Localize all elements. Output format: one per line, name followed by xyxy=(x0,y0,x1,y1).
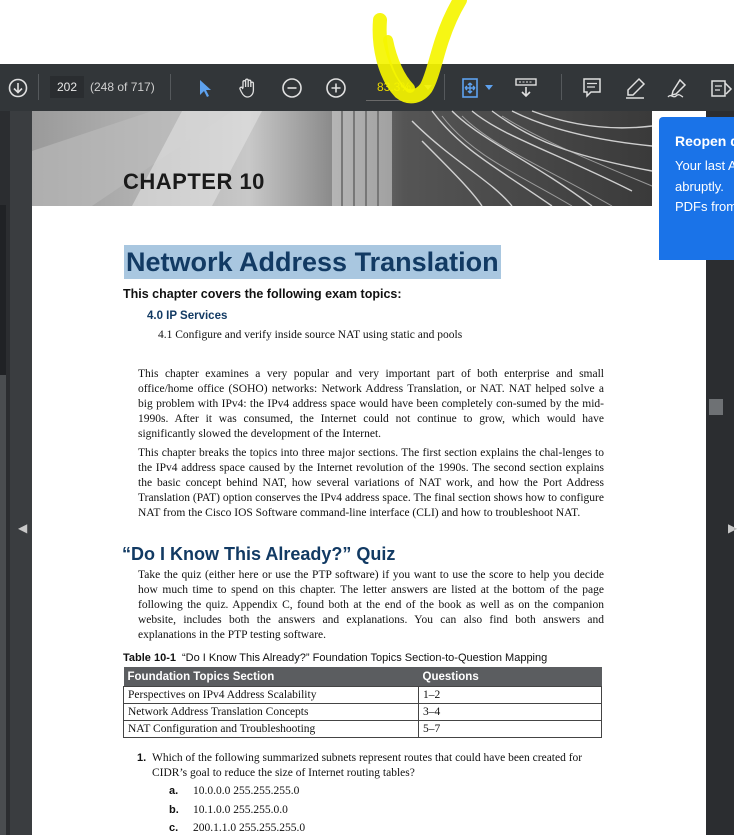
sign-icon[interactable] xyxy=(665,64,691,111)
table-header-cell: Questions xyxy=(419,667,602,687)
option-text: 10.0.0.0 255.255.255.0 xyxy=(193,785,300,797)
popup-message-line: PDFs from xyxy=(675,199,738,214)
table-cell: 1–2 xyxy=(419,687,602,704)
option-text: 10.1.0.0 255.255.0.0 xyxy=(193,804,288,816)
answer-option xyxy=(169,785,299,797)
table-caption-text: “Do I Know This Already?” Foundation Topics Section-to-Question Mapping xyxy=(182,652,548,664)
highlight-icon[interactable] xyxy=(622,64,648,111)
chapter-banner-image xyxy=(32,111,652,206)
popup-message-line: Your last A xyxy=(675,158,737,173)
table-cell: NAT Configuration and Troubleshooting xyxy=(124,721,419,738)
left-panel-edge xyxy=(0,375,6,835)
scrollbar-thumb[interactable] xyxy=(709,399,723,415)
table-row xyxy=(124,721,602,738)
zoom-out-icon[interactable] xyxy=(280,64,304,111)
comment-icon[interactable] xyxy=(580,64,604,111)
page-title: Network Address Translation xyxy=(126,247,499,277)
popup-message-line: abruptly. xyxy=(675,179,724,194)
table-cell: 3–4 xyxy=(419,704,602,721)
option-text: 200.1.1.0 255.255.255.0 xyxy=(193,822,306,834)
table-row xyxy=(124,687,602,704)
previous-page-arrow-icon[interactable]: ◀ xyxy=(18,521,28,535)
chapter-label: CHAPTER 10 xyxy=(123,169,265,194)
option-letter: c. xyxy=(169,822,179,834)
reopen-notification-popup[interactable] xyxy=(659,117,739,260)
fit-page-dropdown-icon[interactable] xyxy=(483,64,495,111)
option-letter: a. xyxy=(169,785,179,797)
toolbar-separator xyxy=(38,74,39,100)
scroll-mode-icon[interactable] xyxy=(512,64,540,111)
download-icon[interactable] xyxy=(6,64,30,111)
toolbar-separator xyxy=(561,74,562,100)
select-cursor-icon[interactable] xyxy=(194,64,216,111)
answer-option xyxy=(169,822,305,834)
topic-section-heading: 4.0 IP Services xyxy=(147,310,228,322)
popup-title: Reopen d xyxy=(675,133,739,149)
table-cell: 5–7 xyxy=(419,721,602,738)
toolbar-separator xyxy=(170,74,171,100)
table-row xyxy=(124,704,602,721)
yellow-scribble-annotation xyxy=(370,0,470,110)
left-panel-edge xyxy=(0,205,6,375)
exam-topics-heading: This chapter covers the following exam topics: xyxy=(123,287,402,301)
page-count-label: (248 of 717) xyxy=(90,80,155,94)
intro-paragraph: This chapter examines a very popular and very important part of both enterprise and small office/home office (SOHO) networks: Network Address Translation, or NAT. NAT helped solve a big problem with IPv4: the IPv4 address space would have been completely con-sumed by the mid-1990s. After it was consumed, the Internet could not continue to grow, which would have significantly slowed the development of the Internet. xyxy=(138,368,604,440)
hand-tool-icon[interactable] xyxy=(235,64,261,111)
quiz-paragraph: Take the quiz (either here or use the PTP software) if you want to use the score to help you decide how much time to spend on this chapter. The letter answers are listed at the bottom of the page following the quiz. Appendix C, found both at the end of the book as well as on the companion website, includes both the answers and explanations. You can also find both answers and explanations in the PTP testing software. xyxy=(138,569,604,641)
next-page-arrow-icon[interactable]: ▶ xyxy=(728,521,738,535)
answer-option xyxy=(169,804,288,816)
pdf-page xyxy=(32,111,706,835)
quiz-heading: “Do I Know This Already?” Quiz xyxy=(122,544,396,564)
window-top-area xyxy=(0,0,734,64)
zoom-in-icon[interactable] xyxy=(324,64,348,111)
question-text: Which of the following summarized subnets represent routes that could have been created for CIDR’s goal to reduce the size of Internet routing tables? xyxy=(152,752,583,779)
fill-sign-icon[interactable] xyxy=(708,64,734,111)
table-cell: Perspectives on IPv4 Address Scalability xyxy=(124,687,419,704)
quiz-question xyxy=(137,751,606,781)
table-header-row xyxy=(124,667,602,687)
question-number: 1. xyxy=(137,752,147,764)
quiz-mapping-table xyxy=(123,667,602,738)
zoom-level-field[interactable]: 83.3% xyxy=(366,74,422,101)
topic-item: 4.1 Configure and verify inside source NAT using static and pools xyxy=(158,329,463,341)
table-caption xyxy=(123,652,547,664)
option-letter: b. xyxy=(169,804,179,816)
page-number-input[interactable]: 202 xyxy=(50,76,84,98)
table-header-cell: Foundation Topics Section xyxy=(124,667,419,687)
table-cell: Network Address Translation Concepts xyxy=(124,704,419,721)
intro-paragraph: This chapter breaks the topics into three major sections. The first section explains the chal-lenges to the IPv4 address space caused by the Internet revolution of the 1990s. The second section explains the basic concept behind NAT, how several variations of NAT work, and how the Port Address Translation (PAT) option conserves the IPv4 address space. The final section shows how to configure NAT from the Cisco IOS Software command-line interface (CLI) and how to troubleshoot NAT. xyxy=(138,447,604,519)
table-caption-label: Table 10-1 xyxy=(123,652,176,664)
